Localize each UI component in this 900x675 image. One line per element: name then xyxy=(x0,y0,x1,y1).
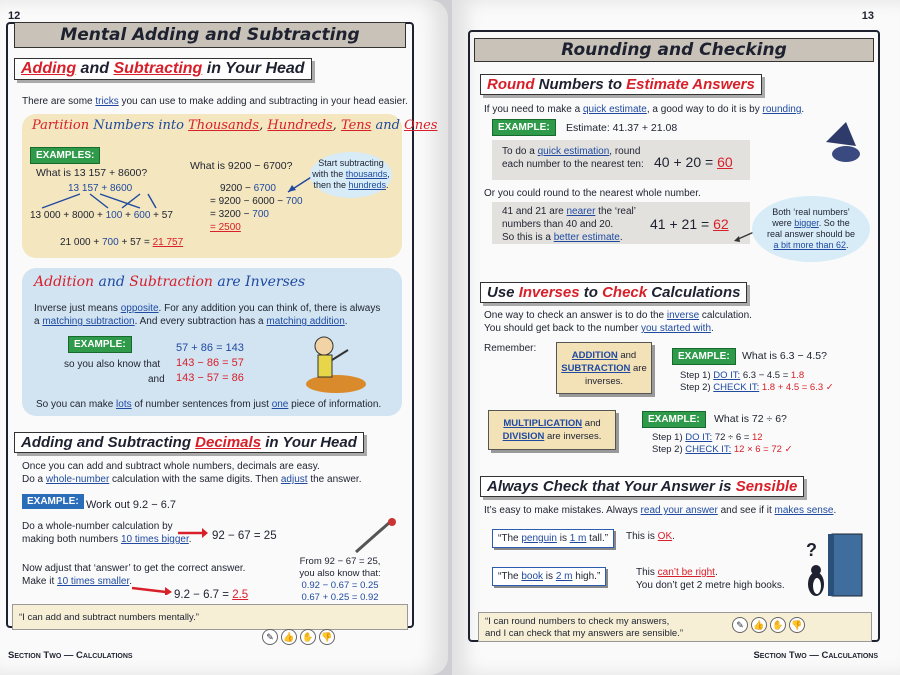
estimate-eq-1: 40 + 20 = 60 xyxy=(654,154,733,170)
partition-line-1: 13 157 + 8600 xyxy=(68,183,133,194)
verdict-wrong-reason: You don’t get 2 metre high books. xyxy=(636,580,785,591)
check-question-1: What is 6.3 − 4.5? xyxy=(742,350,827,362)
page-title: Mental Adding and Subtracting xyxy=(14,22,406,48)
inverse-eq-2: 143 − 86 = 57 xyxy=(176,357,244,369)
verdict-ok: This is OK. xyxy=(626,531,675,542)
step-smaller-a: Now adjust that ‘answer’ to get the correct answer. xyxy=(22,563,246,574)
subtract-line-1: 9200 − 6700 xyxy=(220,183,276,194)
section-heading-sensible: Always Check that Your Answer is Sensible xyxy=(480,476,804,497)
self-check-feedback: “I can round numbers to check my answers, and I can check that my answers are sensible.” xyxy=(478,612,872,642)
wizard-illustration xyxy=(820,120,866,164)
self-check-feedback: “I can add and subtract numbers mentally.” xyxy=(12,604,408,630)
thumbs-sideways-icon[interactable]: ✋ xyxy=(300,629,316,645)
thumbs-up-icon[interactable]: 👍 xyxy=(281,629,297,645)
estimate-eq-2: 41 + 21 = 62 xyxy=(650,216,729,232)
inverse-eq-1: 57 + 86 = 143 xyxy=(176,342,244,354)
check-step-1-2: Step 2) CHECK IT: 1.8 + 4.5 = 6.3 ✓ xyxy=(680,382,834,393)
page-number: 13 xyxy=(861,10,874,22)
section-heading-round: Round Numbers to Estimate Answers xyxy=(480,74,762,95)
step-bigger-a: Do a whole-number calculation by xyxy=(22,521,173,532)
note-add-subtract: ADDITION and SUBTRACTION are inverses. xyxy=(556,342,652,394)
example-tag-1: EXAMPLE: xyxy=(672,348,736,365)
pencil-icon: ✎ xyxy=(732,617,748,633)
check-question-2: What is 72 ÷ 6? xyxy=(714,413,787,425)
left-page xyxy=(0,0,448,675)
self-rating[interactable] xyxy=(262,629,335,645)
subtract-line-2: = 9200 − 6000 − 700 xyxy=(210,196,303,207)
example-question-1: What is 13 157 + 8600? xyxy=(36,167,148,179)
character-illustration xyxy=(298,330,368,400)
pencil-illustration xyxy=(350,516,400,556)
section-heading-decimals: Adding and Subtracting Decimals in Your Head xyxy=(14,432,364,453)
self-rating[interactable] xyxy=(732,617,805,633)
step-bigger-b: making both numbers 10 times bigger. xyxy=(22,534,192,545)
section-heading-in-your-head: Adding and Subtracting in Your Head xyxy=(14,58,312,80)
check-step-2-2: Step 2) CHECK IT: 12 × 6 = 72 ✓ xyxy=(652,444,793,455)
remember-label: Remember: xyxy=(484,343,537,354)
example-tag-2: EXAMPLE: xyxy=(642,411,706,428)
partition-line-3: 21 000 + 700 + 57 = 21 757 xyxy=(60,237,184,248)
example-question-2: What is 9200 − 6700? xyxy=(190,160,293,172)
thumbs-up-icon[interactable]: 👍 xyxy=(751,617,767,633)
inverses-line-3: So you can make lots of number sentences from just one piece of information. xyxy=(36,399,382,410)
also-know-box: From 92 − 67 = 25, you also know that: 0.92 − 0.67 = 0.25 0.67 + 0.25 = 0.92 xyxy=(299,556,381,603)
check-line-2: You should get back to the number you started with. xyxy=(484,323,714,334)
sensible-intro: It’s easy to make mistakes. Always read your answer and see if it makes sense. xyxy=(484,505,837,516)
decimal-answer-eq: 9.2 − 6.7 = 2.5 xyxy=(174,589,249,601)
example-tag: EXAMPLE: xyxy=(68,336,132,353)
arrow-bigger xyxy=(178,528,208,538)
thumbs-down-icon[interactable]: 👎 xyxy=(789,617,805,633)
inverses-line-2: a matching subtraction. And every subtraction has a matching addition. xyxy=(34,316,348,327)
question-mark: ? xyxy=(806,540,817,560)
better-b: numbers than 40 and 20. xyxy=(502,219,614,230)
thumbs-sideways-icon[interactable]: ✋ xyxy=(770,617,786,633)
claim-penguin: “The penguin is 1 m tall.” xyxy=(492,529,614,548)
arrow-smaller xyxy=(132,585,172,595)
round-intro: If you need to make a quick estimate, a good way to do it is by rounding. xyxy=(484,104,805,115)
subtract-answer: = 2500 xyxy=(210,222,241,233)
verdict-wrong: This can’t be right. xyxy=(636,567,718,578)
round-or: Or you could round to the nearest whole number. xyxy=(484,188,701,199)
thumbs-down-icon[interactable]: 👎 xyxy=(319,629,335,645)
page-footer: Section Two — Calculations xyxy=(753,650,878,661)
check-step-2-1: Step 1) DO IT: 72 ÷ 6 = 12 xyxy=(652,432,763,443)
penguin-book-illustration xyxy=(802,528,872,600)
page-number: 12 xyxy=(8,10,21,22)
inverse-also: so you also know that xyxy=(64,359,161,370)
hint-bubble: Both ‘real numbers’ were bigger. So the real answer should be a bit more than 62. xyxy=(752,196,870,262)
subtract-line-3: = 3200 − 700 xyxy=(210,209,269,220)
right-page xyxy=(452,0,900,675)
partition-heading: Partition Numbers into Thousands, Hundreds, Tens and Ones xyxy=(32,118,438,133)
inverse-and: and xyxy=(148,374,165,385)
whole-number-eq: 92 − 67 = 25 xyxy=(212,530,277,542)
page-footer: Section Two — Calculations xyxy=(8,650,133,661)
section-heading-inverses: Use Inverses to Check Calculations xyxy=(480,282,747,303)
quick-estimate-b: each number to the nearest ten: xyxy=(502,159,644,170)
work-out-text: Work out 9.2 − 6.7 xyxy=(86,499,176,511)
decimals-line-1: Once you can add and subtract whole numbers, decimals are easy. xyxy=(22,461,320,472)
step-smaller-b: Make it 10 times smaller. xyxy=(22,576,133,587)
examples-tag: EXAMPLES: xyxy=(30,147,100,164)
inverse-eq-3: 143 − 57 = 86 xyxy=(176,372,244,384)
inverses-heading: Addition and Subtraction are Inverses xyxy=(34,274,306,290)
example-tag-decimals: EXAMPLE: xyxy=(22,494,84,509)
example-tag-round: EXAMPLE: xyxy=(492,119,556,136)
inverses-line-1: Inverse just means opposite. For any addition you can think of, there is always xyxy=(34,303,381,314)
decimals-line-2: Do a whole-number calculation with the same digits. Then adjust the answer. xyxy=(22,474,362,485)
check-line-1: One way to check an answer is to do the inverse calculation. xyxy=(484,310,752,321)
page-title: Rounding and Checking xyxy=(474,38,874,62)
note-mult-div: MULTIPLICATION and DIVISION are inverses. xyxy=(488,410,616,450)
better-c: So this is a better estimate. xyxy=(502,232,623,243)
quick-estimate-a: To do a quick estimation, round xyxy=(502,146,641,157)
intro-text: There are some tricks you can use to make adding and subtracting in your head easier. xyxy=(22,96,408,107)
hint-bubble: Start subtracting with the thousands, then the hundreds. xyxy=(310,152,392,198)
pencil-icon: ✎ xyxy=(262,629,278,645)
better-a: 41 and 21 are nearer the ‘real’ xyxy=(502,206,636,217)
estimate-text: Estimate: 41.37 + 21.08 xyxy=(566,122,678,134)
partition-line-2: 13 000 + 8000 + 100 + 600 + 57 xyxy=(30,210,173,221)
claim-book: “The book is 2 m high.” xyxy=(492,567,606,586)
check-step-1-1: Step 1) DO IT: 6.3 − 4.5 = 1.8 xyxy=(680,370,805,381)
